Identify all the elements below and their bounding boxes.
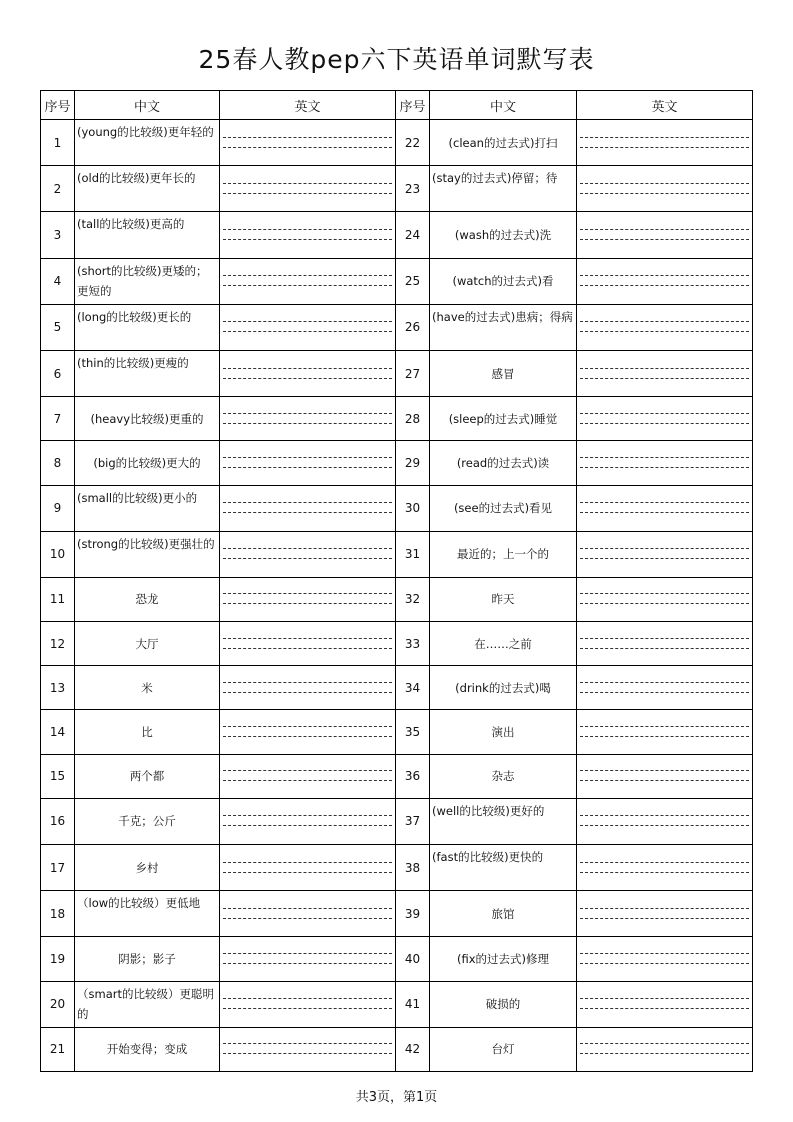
dashed-writing-line (580, 638, 749, 639)
dashed-writing-line (580, 682, 749, 683)
table-row (41, 754, 753, 798)
chinese-meaning: (have的过去式)患病；得病 (430, 304, 577, 350)
dashed-writing-line (580, 648, 749, 649)
dashed-writing-line (223, 1008, 392, 1009)
dashed-writing-line (223, 770, 392, 771)
chinese-meaning: (thin的比较级)更瘦的 (75, 350, 220, 396)
row-number: 17 (41, 845, 75, 891)
chinese-meaning: 破损的 (430, 981, 577, 1027)
dashed-writing-line (580, 1053, 749, 1054)
chinese-meaning: (strong的比较级)更强壮的 (75, 531, 220, 577)
chinese-meaning: 杂志 (430, 754, 577, 798)
chinese-meaning: (clean的过去式)打扫 (430, 120, 577, 166)
dashed-writing-line (223, 183, 392, 184)
chinese-meaning: 千克；公斤 (75, 798, 220, 844)
header-num-left: 序号 (41, 91, 75, 120)
row-number: 27 (396, 350, 430, 396)
row-number: 11 (41, 577, 75, 621)
english-answer-field[interactable] (220, 397, 396, 441)
dashed-writing-line (223, 872, 392, 873)
dashed-writing-line (580, 321, 749, 322)
chinese-meaning: 感冒 (430, 350, 577, 396)
table-row (41, 710, 753, 754)
dashed-writing-line (580, 413, 749, 414)
dashed-writing-line (223, 825, 392, 826)
english-answer-field[interactable] (577, 577, 753, 621)
chinese-meaning: (fast的比较级)更快的 (430, 845, 577, 891)
row-number: 10 (41, 531, 75, 577)
row-number: 29 (396, 441, 430, 485)
dashed-writing-line (223, 736, 392, 737)
dashed-writing-line (223, 908, 392, 909)
english-answer-field[interactable] (577, 166, 753, 212)
table-row (41, 212, 753, 258)
row-number: 28 (396, 397, 430, 441)
dashed-writing-line (223, 953, 392, 954)
chinese-meaning: (tall的比较级)更高的 (75, 212, 220, 258)
english-answer-field[interactable] (577, 120, 753, 166)
english-answer-field[interactable] (220, 666, 396, 710)
dashed-writing-line (580, 593, 749, 594)
row-number: 20 (41, 981, 75, 1027)
table-row (41, 622, 753, 666)
table-row (41, 258, 753, 304)
chinese-meaning: (see的过去式)看见 (430, 485, 577, 531)
dashed-writing-line (223, 378, 392, 379)
dashed-writing-line (580, 558, 749, 559)
dashed-writing-line (223, 467, 392, 468)
english-answer-field[interactable] (577, 798, 753, 844)
english-answer-field[interactable] (577, 1027, 753, 1071)
english-answer-field[interactable] (220, 710, 396, 754)
english-answer-field[interactable] (220, 754, 396, 798)
table-row (41, 666, 753, 710)
dashed-writing-line (580, 998, 749, 999)
dashed-writing-line (580, 183, 749, 184)
chinese-meaning: （low的比较级）更低地 (75, 891, 220, 937)
row-number: 38 (396, 845, 430, 891)
chinese-meaning: 米 (75, 666, 220, 710)
english-answer-field[interactable] (220, 304, 396, 350)
dashed-writing-line (223, 423, 392, 424)
english-answer-field[interactable] (220, 350, 396, 396)
chinese-meaning: 阴影；影子 (75, 937, 220, 981)
chinese-meaning: 两个都 (75, 754, 220, 798)
dashed-writing-line (223, 682, 392, 683)
english-answer-field[interactable] (220, 1027, 396, 1071)
table-row (41, 1027, 753, 1071)
dashed-writing-line (580, 736, 749, 737)
chinese-meaning: 比 (75, 710, 220, 754)
dashed-writing-line (580, 918, 749, 919)
row-number: 12 (41, 622, 75, 666)
english-answer-field[interactable] (577, 981, 753, 1027)
dashed-writing-line (580, 193, 749, 194)
table-row (41, 577, 753, 621)
chinese-meaning: (heavy比较级)更重的 (75, 397, 220, 441)
row-number: 30 (396, 485, 430, 531)
page-title: 25春人教pep六下英语单词默写表 (198, 45, 595, 74)
english-answer-field[interactable] (220, 166, 396, 212)
dashed-writing-line (223, 593, 392, 594)
dashed-writing-line (580, 423, 749, 424)
chinese-meaning: (fix的过去式)修理 (430, 937, 577, 981)
dashed-writing-line (580, 331, 749, 332)
dashed-writing-line (223, 1053, 392, 1054)
row-number: 36 (396, 754, 430, 798)
dashed-writing-line (580, 908, 749, 909)
row-number: 40 (396, 937, 430, 981)
row-number: 13 (41, 666, 75, 710)
table-row (41, 441, 753, 485)
row-number: 39 (396, 891, 430, 937)
dashed-writing-line (223, 1043, 392, 1044)
dashed-writing-line (580, 229, 749, 230)
header-chinese-right: 中文 (430, 91, 577, 120)
table-row (41, 166, 753, 212)
dashed-writing-line (580, 548, 749, 549)
row-number: 22 (396, 120, 430, 166)
chinese-meaning: (old的比较级)更年长的 (75, 166, 220, 212)
row-number: 33 (396, 622, 430, 666)
english-answer-field[interactable] (577, 891, 753, 937)
english-answer-field[interactable] (577, 304, 753, 350)
english-answer-field[interactable] (577, 845, 753, 891)
table-row (41, 120, 753, 166)
dashed-writing-line (580, 378, 749, 379)
row-number: 26 (396, 304, 430, 350)
dashed-writing-line (580, 368, 749, 369)
english-answer-field[interactable] (577, 622, 753, 666)
dashed-writing-line (580, 457, 749, 458)
dashed-writing-line (580, 502, 749, 503)
dashed-writing-line (223, 502, 392, 503)
english-answer-field[interactable] (577, 212, 753, 258)
dashed-writing-line (223, 457, 392, 458)
english-answer-field[interactable] (577, 666, 753, 710)
dashed-writing-line (580, 239, 749, 240)
header-chinese-left: 中文 (75, 91, 220, 120)
row-number: 18 (41, 891, 75, 937)
dashed-writing-line (223, 239, 392, 240)
row-number: 25 (396, 258, 430, 304)
row-number: 1 (41, 120, 75, 166)
row-number: 14 (41, 710, 75, 754)
dashed-writing-line (223, 512, 392, 513)
row-number: 31 (396, 531, 430, 577)
dashed-writing-line (580, 603, 749, 604)
dashed-writing-line (223, 963, 392, 964)
dashed-writing-line (580, 726, 749, 727)
dashed-writing-line (580, 770, 749, 771)
dashed-writing-line (580, 872, 749, 873)
row-number: 34 (396, 666, 430, 710)
chinese-meaning: 旅馆 (430, 891, 577, 937)
row-number: 2 (41, 166, 75, 212)
table-row (41, 485, 753, 531)
dashed-writing-line (580, 953, 749, 954)
dashed-writing-line (223, 331, 392, 332)
chinese-meaning: (stay的过去式)停留；待 (430, 166, 577, 212)
english-answer-field[interactable] (577, 485, 753, 531)
dashed-writing-line (223, 692, 392, 693)
dashed-writing-line (223, 147, 392, 148)
dashed-writing-line (580, 692, 749, 693)
dashed-writing-line (580, 137, 749, 138)
dashed-writing-line (223, 862, 392, 863)
row-number: 23 (396, 166, 430, 212)
row-number: 6 (41, 350, 75, 396)
chinese-meaning: 演出 (430, 710, 577, 754)
vocabulary-table (40, 90, 753, 1072)
dashed-writing-line (223, 998, 392, 999)
chinese-meaning: (well的比较级)更好的 (430, 798, 577, 844)
dashed-writing-line (223, 285, 392, 286)
dashed-writing-line (223, 193, 392, 194)
table-row (41, 350, 753, 396)
row-number: 5 (41, 304, 75, 350)
english-answer-field[interactable] (220, 891, 396, 937)
chinese-meaning: (short的比较级)更矮的；更短的 (75, 258, 220, 304)
chinese-meaning: (wash的过去式)洗 (430, 212, 577, 258)
row-number: 9 (41, 485, 75, 531)
dashed-writing-line (580, 815, 749, 816)
dashed-writing-line (580, 1008, 749, 1009)
table-row (41, 845, 753, 891)
table-row (41, 531, 753, 577)
dashed-writing-line (223, 413, 392, 414)
dashed-writing-line (580, 825, 749, 826)
chinese-meaning: (young的比较级)更年轻的 (75, 120, 220, 166)
english-answer-field[interactable] (220, 798, 396, 844)
english-answer-field[interactable] (577, 710, 753, 754)
chinese-meaning: （smart的比较级）更聪明的 (75, 981, 220, 1027)
dashed-writing-line (223, 548, 392, 549)
dashed-writing-line (580, 1043, 749, 1044)
english-answer-field[interactable] (220, 441, 396, 485)
dashed-writing-line (223, 726, 392, 727)
dashed-writing-line (223, 815, 392, 816)
chinese-meaning: 开始变得；变成 (75, 1027, 220, 1071)
dashed-writing-line (580, 862, 749, 863)
row-number: 4 (41, 258, 75, 304)
row-number: 19 (41, 937, 75, 981)
dashed-writing-line (580, 275, 749, 276)
dashed-writing-line (223, 780, 392, 781)
row-number: 7 (41, 397, 75, 441)
dashed-writing-line (223, 368, 392, 369)
row-number: 21 (41, 1027, 75, 1071)
english-answer-field[interactable] (577, 397, 753, 441)
header-num-right: 序号 (396, 91, 430, 120)
table-row (41, 798, 753, 844)
dashed-writing-line (223, 918, 392, 919)
header-english-right: 英文 (577, 91, 753, 120)
dashed-writing-line (580, 963, 749, 964)
chinese-meaning: (sleep的过去式)睡觉 (430, 397, 577, 441)
chinese-meaning: 昨天 (430, 577, 577, 621)
english-answer-field[interactable] (577, 350, 753, 396)
english-answer-field[interactable] (577, 441, 753, 485)
header-english-left: 英文 (220, 91, 396, 120)
english-answer-field[interactable] (577, 754, 753, 798)
chinese-meaning: (long的比较级)更长的 (75, 304, 220, 350)
row-number: 15 (41, 754, 75, 798)
dashed-writing-line (223, 275, 392, 276)
row-number: 32 (396, 577, 430, 621)
table-row (41, 397, 753, 441)
chinese-meaning: (big的比较级)更大的 (75, 441, 220, 485)
row-number: 35 (396, 710, 430, 754)
table-row (41, 937, 753, 981)
english-answer-field[interactable] (220, 120, 396, 166)
chinese-meaning: 乡村 (75, 845, 220, 891)
table-row (41, 891, 753, 937)
dashed-writing-line (223, 229, 392, 230)
english-answer-field[interactable] (220, 485, 396, 531)
english-answer-field[interactable] (220, 845, 396, 891)
page-footer: 共3页，第1页 (355, 1090, 438, 1105)
row-number: 24 (396, 212, 430, 258)
chinese-meaning: 台灯 (430, 1027, 577, 1071)
english-answer-field[interactable] (577, 531, 753, 577)
row-number: 41 (396, 981, 430, 1027)
dashed-writing-line (223, 558, 392, 559)
table-row (41, 981, 753, 1027)
dashed-writing-line (223, 648, 392, 649)
chinese-meaning: (read的过去式)读 (430, 441, 577, 485)
english-answer-field[interactable] (220, 981, 396, 1027)
dashed-writing-line (580, 467, 749, 468)
row-number: 37 (396, 798, 430, 844)
row-number: 16 (41, 798, 75, 844)
chinese-meaning: (small的比较级)更小的 (75, 485, 220, 531)
english-answer-field[interactable] (577, 258, 753, 304)
table-header-row (41, 91, 753, 120)
row-number: 8 (41, 441, 75, 485)
english-answer-field[interactable] (220, 531, 396, 577)
english-answer-field[interactable] (220, 577, 396, 621)
chinese-meaning: 最近的；上一个的 (430, 531, 577, 577)
dashed-writing-line (223, 603, 392, 604)
english-answer-field[interactable] (220, 937, 396, 981)
chinese-meaning: 大厅 (75, 622, 220, 666)
dashed-writing-line (223, 321, 392, 322)
dashed-writing-line (223, 137, 392, 138)
english-answer-field[interactable] (220, 212, 396, 258)
dashed-writing-line (580, 512, 749, 513)
table-row (41, 304, 753, 350)
dashed-writing-line (580, 780, 749, 781)
english-answer-field[interactable] (577, 937, 753, 981)
english-answer-field[interactable] (220, 258, 396, 304)
dashed-writing-line (580, 147, 749, 148)
dashed-writing-line (223, 638, 392, 639)
chinese-meaning: 恐龙 (75, 577, 220, 621)
dashed-writing-line (580, 285, 749, 286)
row-number: 42 (396, 1027, 430, 1071)
chinese-meaning: (drink的过去式)喝 (430, 666, 577, 710)
row-number: 3 (41, 212, 75, 258)
chinese-meaning: (watch的过去式)看 (430, 258, 577, 304)
english-answer-field[interactable] (220, 622, 396, 666)
chinese-meaning: 在……之前 (430, 622, 577, 666)
